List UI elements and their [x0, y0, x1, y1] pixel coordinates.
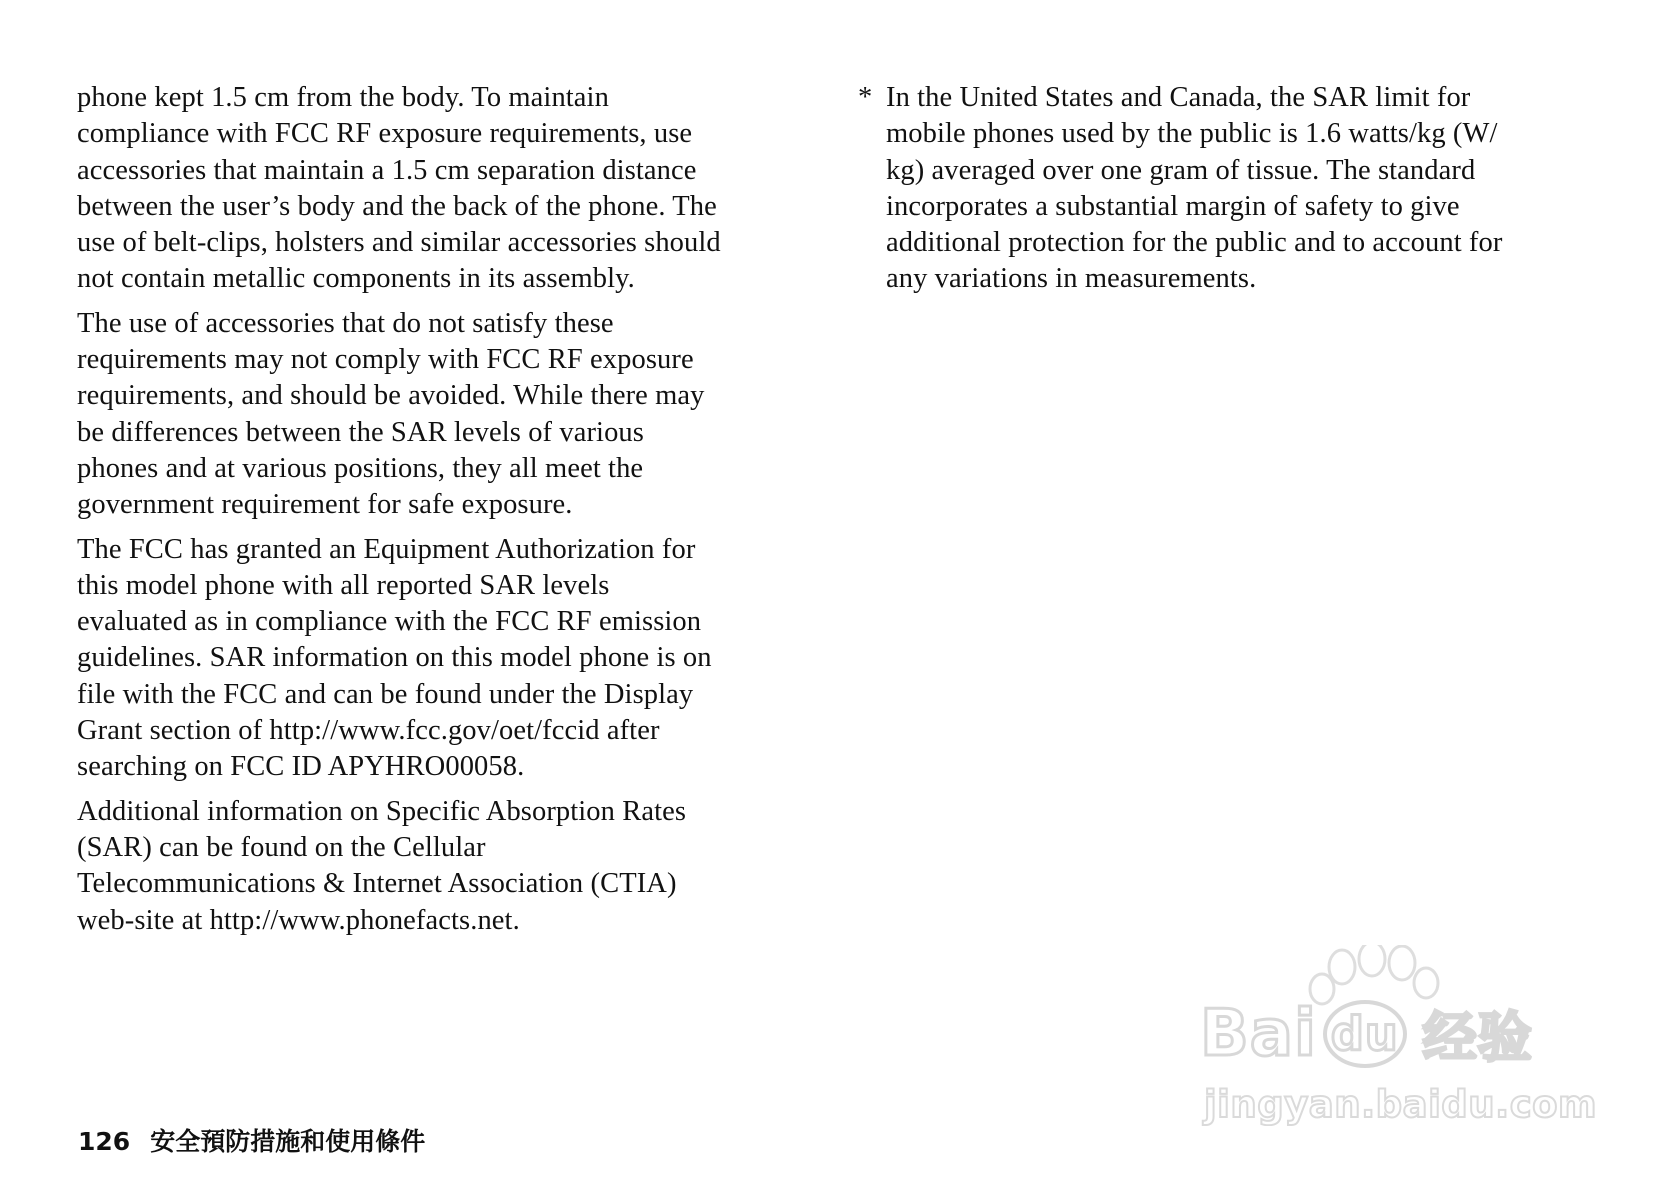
- watermark-brand-suffix: 经验: [1422, 1006, 1533, 1069]
- watermark-brand: [1200, 995, 1533, 1072]
- body-paragraph-3: The FCC has granted an Equipment Authorization for this model phone with all reported SAR levels evaluated as in compliance with the FCC RF emission guidelines. SAR information on this model phone is on file with the FCC and can be found under the Display Grant section of http://www.fcc.gov/oet/fccid after searching on FCC ID APYHRO00058.: [77, 533, 712, 783]
- watermark-brand-circle: du: [1323, 1000, 1407, 1068]
- watermark-brand-prefix: Bai: [1200, 996, 1317, 1071]
- footnote-asterisk: *: [858, 82, 873, 113]
- sar-footnote: [858, 80, 1588, 298]
- body-paragraph-4: Additional information on Specific Absorption Rates (SAR) can be found on the Cellular Telecommunications & Internet Association (CTIA) web-site at http://www.phonefacts.net.: [77, 795, 687, 936]
- baidu-jingyan-watermark: [1200, 945, 1600, 1135]
- section-title: 安全預防措施和使用條件: [150, 1127, 426, 1156]
- watermark-url: jingyan.baidu.com: [1204, 1083, 1598, 1126]
- page-number: 126: [78, 1127, 131, 1156]
- body-paragraph-1: phone kept 1.5 cm from the body. To maintain compliance with FCC RF exposure requirements, use accessories that maintain a 1.5 cm separation distance between the user’s body and the back of the phone. The use of belt-clips, holsters and similar accessories should not contain metallic components in its assembly.: [77, 82, 721, 295]
- right-column: [858, 80, 1588, 298]
- footnote-text: In the United States and Canada, the SAR limit for mobile phones used by the public is 1.6 watts/kg (W/ kg) averaged over one gram of tissue. The standard incorporates a substantial margin of safety to give additional protection for the public and to account for any variations in measurements.: [886, 82, 1503, 295]
- left-column: [77, 80, 797, 947]
- body-paragraph-2: The use of accessories that do not satisfy these requirements may not comply with FCC RF exposure requirements, and should be avoided. While there may be differences between the SAR levels of various phones and at various positions, they all meet the government requirement for safe exposure.: [77, 307, 705, 521]
- page-footer: [78, 1122, 425, 1158]
